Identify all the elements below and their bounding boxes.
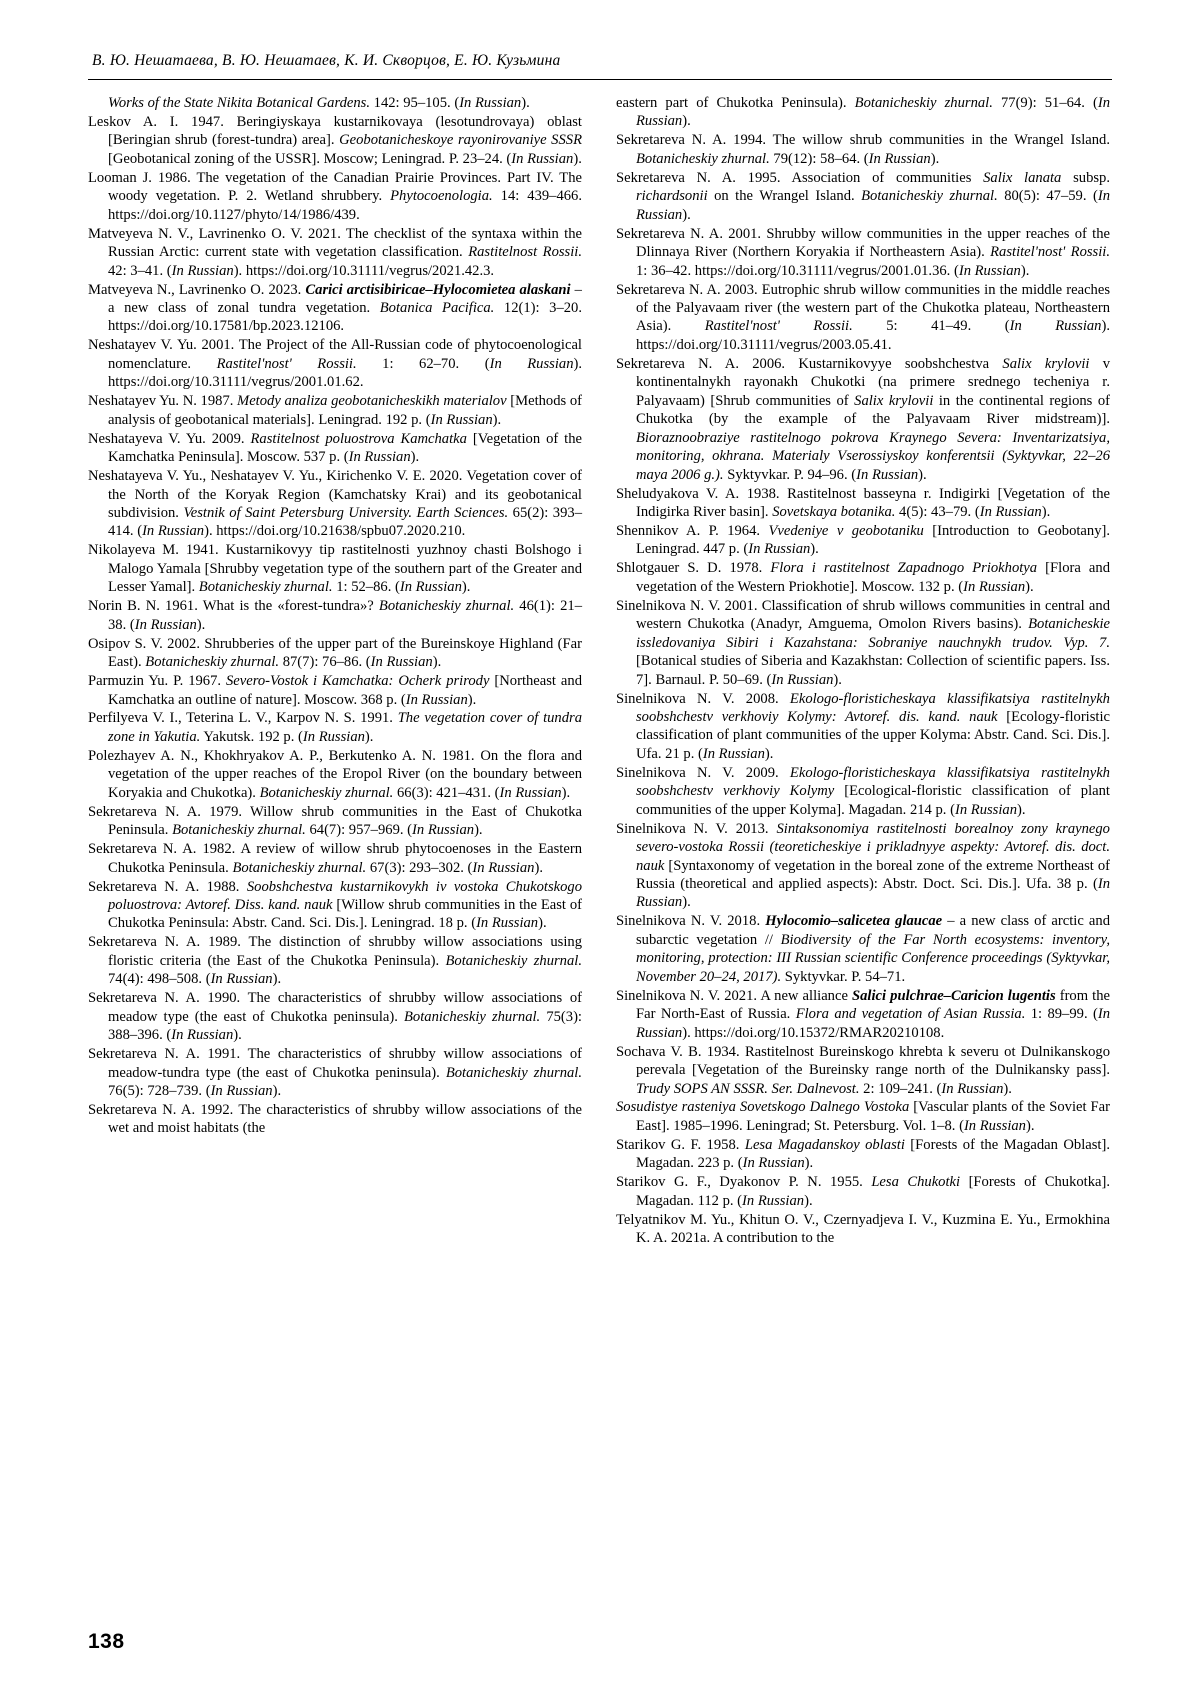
reference-column-right xyxy=(616,94,1110,1248)
reference-entry: Neshatayeva V. Yu. 2009. Rastitelnost poluostrova Kamchatka [Vegetation of the Kamchatka Peninsula]. Moscow. 537 p. (In Russian). xyxy=(88,430,582,466)
page-number: 138 xyxy=(88,1630,125,1653)
reference-entry: Nikolayeva M. 1941. Kustarnikovyy tip rastitelnosti yuzhnoy chasti Bolshogo i Malogo Yamala [Shrubby vegetation type of the southern part of the Greater and Lesser Yamal]. Botanicheskiy zhurnal. 1: 52–86. (In Russian). xyxy=(88,542,582,596)
reference-entry: Sekretareva N. A. 1982. A review of willow shrub phytocoenoses in the Eastern Chukotka Peninsula. Botanicheskiy zhurnal. 67(3): 293–302. (In Russian). xyxy=(88,841,582,876)
reference-entry: Sheludyakova V. A. 1938. Rastitelnost basseyna r. Indigirki [Vegetation of the Indigirka River basin]. Sovetskaya botanika. 4(5): 43–79. (In Russian). xyxy=(616,485,1110,520)
reference-entry: eastern part of Chukotka Peninsula). Botanicheskiy zhurnal. 77(9): 51–64. (In Russian). xyxy=(616,95,1110,130)
reference-entry: Sekretareva N. A. 1992. The characteristics of shrubby willow associations of the wet and moist habitats (the xyxy=(88,1101,582,1137)
reference-entry: Sekretareva N. A. 1995. Association of communities Salix lanata subsp. richardsonii on the Wrangel Island. Botanicheskiy zhurnal. 80(5): 47–59. (In Russian). xyxy=(616,169,1110,223)
reference-entry: Sekretareva N. A. 2001. Shrubby willow communities in the upper reaches of the Dlinnaya River (Northern Koryakia if Northeastern Asia). Rastitel'nost' Rossii. 1: 36–42. https://doi.org/10.31111/vegrus/2001.01.36. (In Russian). xyxy=(616,225,1110,279)
reference-entry: Sochava V. B. 1934. Rastitelnost Bureinskogo khrebta k severu ot Dulnikanskogo perevala [Vegetation of the Bureinsky range north of the Dulnikansky pass]. Trudy SOPS AN SSSR. Ser. Dalnevost. 2: 109–241. (In Russian). xyxy=(616,1043,1110,1097)
reference-entry: Matveyeva N. V., Lavrinenko O. V. 2021. The checklist of the syntaxa within the Russian Arctic: current state with vegetation classification. Rastitelnost Rossii. 42: 3–41. (In Russian). https://doi.org/10.31111/vegrus/2021.42.3. xyxy=(88,225,582,279)
reference-entry: Sinelnikova N. V. 2009. Ekologo-floristicheskaya klassifikatsiya rastitelnykh soobshchestv verkhoviy Kolymy [Ecological-floristic classification of plant communities of the upper Kolyma]. Magadan. 214 p. (In Russian). xyxy=(616,764,1110,818)
reference-entry: Parmuzin Yu. P. 1967. Severo-Vostok i Kamchatka: Ocherk prirody [Northeast and Kamchatka an outline of nature]. Moscow. 368 p. (In Russian). xyxy=(88,673,582,708)
reference-entry: Telyatnikov M. Yu., Khitun O. V., Czernyadjeva I. V., Kuzmina E. Yu., Ermokhina K. A. 2021a. A contribution to the xyxy=(616,1211,1110,1247)
reference-entry: Shlotgauer S. D. 1978. Flora i rastitelnost Zapadnogo Priokhotya [Flora and vegetation of the Western Priokhotie]. Moscow. 132 p. (In Russian). xyxy=(616,560,1110,595)
reference-entry: Sekretareva N. A. 2003. Eutrophic shrub willow communities in the middle reaches of the Palyavaam river (the western part of the Chukotka plateau, Northeastern Asia). Rastitel'nost' Rossii. 5: 41–49. (In Russian). https://doi.org/10.31111/vegrus/2003.05.41. xyxy=(616,281,1110,353)
reference-entry: Neshatayeva V. Yu., Neshatayev V. Yu., Kirichenko V. E. 2020. Vegetation cover of the North of the Koryak Region (Kamchatsky Krai) and its geobotanical subdivision. Vestnik of Saint Petersburg University. Earth Sciences. 65(2): 393–414. (In Russian). https://doi.org/10.21638/spbu07.2020.210. xyxy=(88,468,582,540)
reference-column-left xyxy=(88,94,582,1138)
reference-entry: Sinelnikova N. V. 2018. Hylocomio–salicetea glaucae – a new class of arctic and subarctic vegetation // Biodiversity of the Far North ecosystems: inventory, monitoring, protection: III Russian scientific Conference proceedings (Syktyvkar, November 20–24, 2017). Syktyvkar. P. 54–71. xyxy=(616,913,1110,985)
reference-entry: Sinelnikova N. V. 2001. Classification of shrub willows communities in central and western Chukotka (Anadyr, Amguema, Omolon Rivers basins). Botanicheskie issledovaniya Sibiri i Kazahstana: Sobraniye nauchnykh trudov. Vyp. 7. [Botanical studies of Siberia and Kazakhstan: Collection of scientific papers. Iss. 7]. Barnaul. P. 50–69. (In Russian). xyxy=(616,597,1110,688)
reference-entry: Perfilyeva V. I., Teterina L. V., Karpov N. S. 1991. The vegetation cover of tundra zone in Yakutia. Yakutsk. 192 p. (In Russian). xyxy=(88,710,582,745)
reference-entry: Neshatayev Yu. N. 1987. Metody analiza geobotanicheskikh materialov [Methods of analysis of geobotanical materials]. Leningrad. 192 p. (In Russian). xyxy=(88,393,582,428)
reference-entry: Works of the State Nikita Botanical Gardens. 142: 95–105. (In Russian). xyxy=(108,95,530,111)
reference-entry: Osipov S. V. 2002. Shrubberies of the upper part of the Bureinskoye Highland (Far East). Botanicheskiy zhurnal. 87(7): 76–86. (In Russian). xyxy=(88,635,582,671)
reference-entry: Polezhayev A. N., Khokhryakov A. P., Berkutenko A. N. 1981. On the flora and vegetation of the upper reaches of the Eropol River (on the boundary between Koryakia and Chukotka). Botanicheskiy zhurnal. 66(3): 421–431. (In Russian). xyxy=(88,747,582,801)
reference-entry: Shennikov A. P. 1964. Vvedeniye v geobotaniku [Introduction to Geobotany]. Leningrad. 447 p. (In Russian). xyxy=(616,522,1110,558)
reference-entry: Sekretareva N. A. 2006. Kustarnikovyye soobshchestva Salix krylovii v kontinentalnykh rayonakh Chukotki (na primere srednego techeniya r. Palyavaam) [Shrub communities of Salix krylovii in the continental regions of Chukotka (by the example of the Palyavaam River midstream)]. Bioraznoobraziye rastitelnogo pokrova Kraynego Severa: Inventarizatsiya, monitoring, okhrana. Materialy Vserossiyskoy konferentsii (Syktyvkar, 22–26 maya 2006 g.). Syktyvkar. P. 94–96. (In Russian). xyxy=(616,355,1110,483)
reference-entry: Starikov G. F. 1958. Lesa Magadanskoy oblasti [Forests of the Magadan Oblast]. Magadan. 223 p. (In Russian). xyxy=(616,1136,1110,1172)
reference-entry: Looman J. 1986. The vegetation of the Canadian Prairie Provinces. Part IV. The woody vegetation. P. 2. Wetland shrubbery. Phytocoenologia. 14: 439–466. https://doi.org/10.1127/phyto/14/1986/439. xyxy=(88,169,583,223)
reference-list xyxy=(88,94,1112,1248)
reference-entry: Sinelnikova N. V. 2013. Sintaksonomiya rastitelnosti borealnoy zony kraynego severo-vostoka Rossii (teoreticheskiye i prikladnyye aspekty: Avtoref. dis. doct. nauk [Syntaxonomy of vegetation in the boreal zone of the extreme Northeast of Russia (theoretical and applied aspects): Abstr. Doct. Sci. Dis.]. Ufa. 38 p. (In Russian). xyxy=(616,820,1110,911)
reference-entry: Starikov G. F., Dyakonov P. N. 1955. Lesa Chukotki [Forests of Chukotka]. Magadan. 112 p. (In Russian). xyxy=(616,1174,1110,1209)
reference-entry: Sekretareva N. A. 1988. Soobshchestva kustarnikovykh iv vostoka Chukotskogo poluostrova: Avtoref. Diss. kand. nauk [Willow shrub communities in the East of Chukotka Peninsula: Abstr. Cand. Sci. Dis.]. Leningrad. 18 p. (In Russian). xyxy=(88,878,583,932)
reference-entry: Sekretareva N. A. 1994. The willow shrub communities in the Wrangel Island. Botanicheskiy zhurnal. 79(12): 58–64. (In Russian). xyxy=(616,132,1110,167)
reference-entry: Sinelnikova N. V. 2021. A new alliance Salici pulchrae–Caricion lugentis from the Far North-East of Russia. Flora and vegetation of Asian Russia. 1: 89–99. (In Russian). https://doi.org/10.15372/RMAR20210108. xyxy=(616,987,1111,1041)
reference-entry: Sekretareva N. A. 1989. The distinction of shrubby willow associations using floristic criteria (the East of the Chukotka Peninsula). Botanicheskiy zhurnal. 74(4): 498–508. (In Russian). xyxy=(88,934,582,988)
header-rule xyxy=(88,79,1112,80)
reference-entry: Sinelnikova N. V. 2008. Ekologo-floristicheskaya klassifikatsiya rastitelnykh soobshchestv verkhoviy Kolymy: Avtoref. dis. kand. nauk [Ecology-floristic classification of plant communities of the upper Kolyma: Abstr. Cand. Sci. Dis.]. Ufa. 21 p. (In Russian). xyxy=(616,690,1110,762)
reference-entry: Sekretareva N. A. 1991. The characteristics of shrubby willow associations of meadow-tundra type (the east of Chukotka peninsula). Botanicheskiy zhurnal. 76(5): 728–739. (In Russian). xyxy=(88,1046,582,1100)
reference-entry: Leskov A. I. 1947. Beringiyskaya kustarnikovaya (lesotundrovaya) oblast [Beringian shrub (forest-tundra) area]. Geobotanicheskoye rayonirovaniye SSSR [Geobotanical zoning of the USSR]. Moscow; Leningrad. P. 23–24. (In Russian). xyxy=(88,113,582,167)
reference-entry: Sekretareva N. A. 1990. The characteristics of shrubby willow associations of meadow type (the east of Chukotka peninsula). Botanicheskiy zhurnal. 75(3): 388–396. (In Russian). xyxy=(88,990,582,1044)
reference-entry: Neshatayev V. Yu. 2001. The Project of the All-Russian code of phytocoenological nomenclature. Rastitel'nost' Rossii. 1: 62–70. (In Russian). https://doi.org/10.31111/vegrus/2001.01.62. xyxy=(88,337,582,391)
reference-entry: Sekretareva N. A. 1979. Willow shrub communities in the East of Chukotka Peninsula. Botanicheskiy zhurnal. 64(7): 957–969. (In Russian). xyxy=(88,803,582,839)
reference-entry: Sosudistye rasteniya Sovetskogo Dalnego Vostoka [Vascular plants of the Soviet Far East]. 1985–1996. Leningrad; St. Petersburg. Vol. 1–8. (In Russian). xyxy=(616,1099,1111,1134)
reference-entry: Matveyeva N., Lavrinenko O. 2023. Carici arctisibiricae–Hylocomietea alaskani – a new class of zonal tundra vegetation. Botanica Pacifica. 12(1): 3–20. https://doi.org/10.17581/bp.2023.12106. xyxy=(88,281,582,335)
reference-entry: Norin B. N. 1961. What is the «forest-tundra»? Botanicheskiy zhurnal. 46(1): 21–38. (In Russian). xyxy=(88,598,582,633)
running-head: В. Ю. Нешатаева, В. Ю. Нешатаев, К. И. Скворцов, Е. Ю. Кузьмина xyxy=(92,52,561,69)
